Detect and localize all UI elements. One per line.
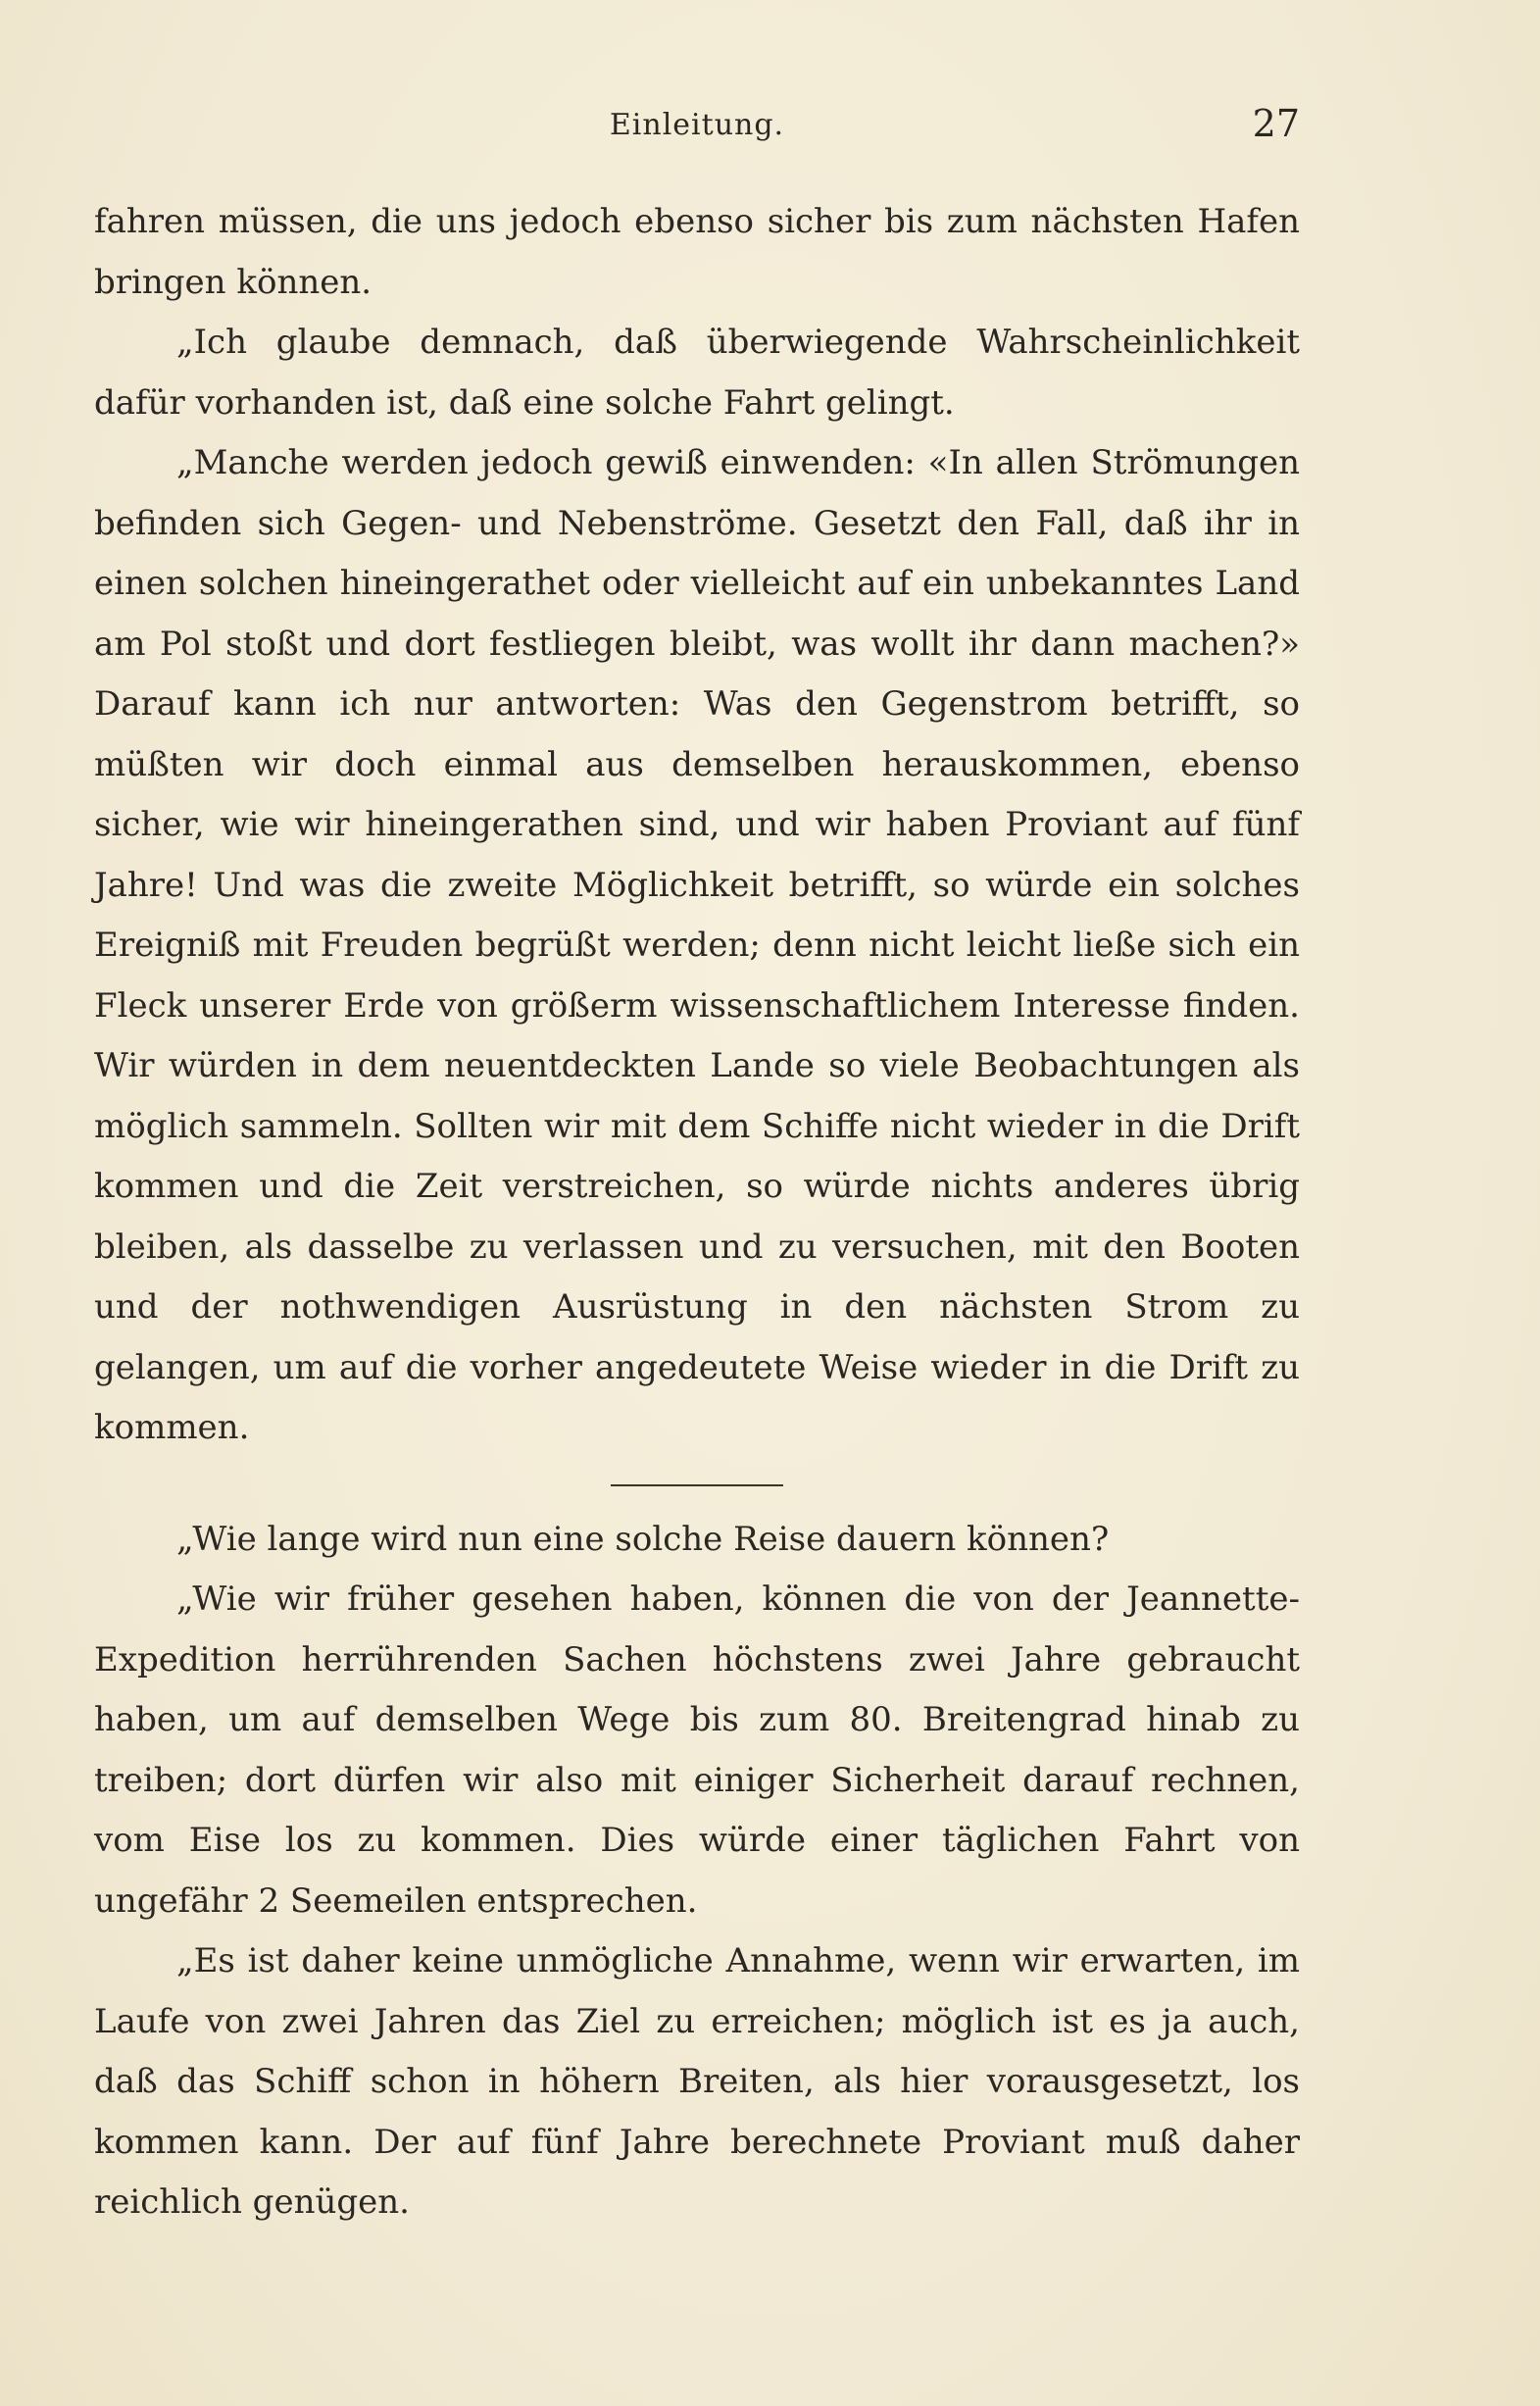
paragraph: „Ich glaube demnach, daß überwiegende Wahrscheinlichkeit dafür vorhanden ist, daß eine solche Fahrt gelingt. [94,323,1300,423]
paragraph: fahren müssen, die uns jedoch ebenso sicher bis zum nächsten Hafen bringen können. [94,202,1300,302]
section-divider [611,1484,783,1486]
page-body [94,192,1300,2233]
page-number: 27 [1252,102,1300,145]
paragraph: „Wie lange wird nun eine solche Reise dauern können? [176,1519,1110,1559]
page-header [94,98,1300,157]
running-title: Einleitung. [609,108,785,142]
paragraph: „Manche werden jedoch gewiß einwenden: «In allen Strömungen befinden sich Gegen- und Nebenströme. Gesetzt den Fall, daß ihr in einen solchen hineingerathet oder vielleicht auf ein unbekanntes Land am Pol stoßt und dort festliegen bleibt, was wollt ihr dann machen?» Darauf kann ich nur antworten: Was den Gegenstrom betrifft, so müßten wir doch einmal aus demselben herauskommen, ebenso sicher, wie wir hineingerathen sind, und wir haben Proviant auf fünf Jahre! Und was die zweite Möglichkeit betrifft, so würde ein solches Ereigniß mit Freuden begrüßt werden; denn nicht leicht ließe sich ein Fleck unserer Erde von größerm wissenschaftlichem Interesse finden. Wir würden in dem neuentdeckten Lande so viele Beobachtungen als möglich sammeln. Sollten wir mit dem Schiffe nicht wieder in die Drift kommen und die Zeit verstreichen, so würde nichts anderes übrig bleiben, als dasselbe zu verlassen und zu versuchen, mit den Booten und der nothwendigen Ausrüstung in den nächsten Strom zu gelangen, um auf die vorher angedeutete Weise wieder in die Drift zu kommen. [94,443,1300,1447]
paragraph: „Wie wir früher gesehen haben, können die von der Jeannette-Expedition herrührenden Sachen höchstens zwei Jahre gebraucht haben, um auf demselben Wege bis zum 80. Breitengrad hinab zu treiben; dort dürfen wir also mit einiger Sicherheit darauf rechnen, vom Eise los zu kommen. Dies würde einer täglichen Fahrt von ungefähr 2 Seemeilen entsprechen. [94,1579,1300,1921]
paragraph: „Es ist daher keine unmögliche Annahme, wenn wir erwarten, im Laufe von zwei Jahren das Ziel zu erreichen; möglich ist es ja auch, daß das Schiff schon in höhern Breiten, als hier vorausgesetzt, los kommen kann. Der auf fünf Jahre berechnete Proviant muß daher reichlich genügen. [94,1941,1300,2222]
